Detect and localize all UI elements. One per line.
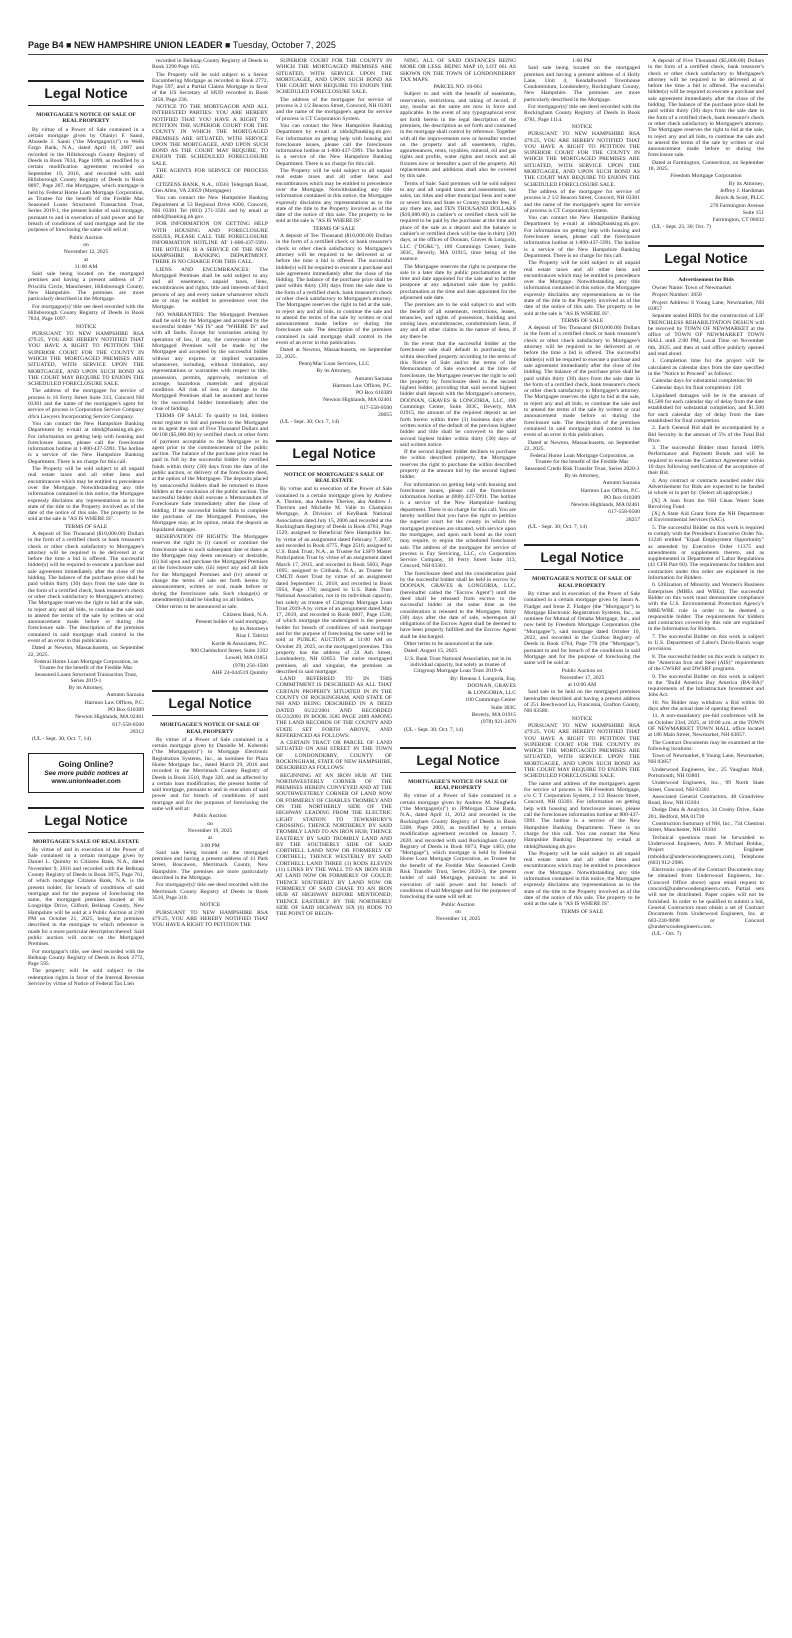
notice-title: Advertisement for Bids — [678, 276, 734, 283]
notice-line: (978) 256-1500 — [233, 662, 268, 669]
notice-paragraph: LAND REFERRED TO IN THIS COMMITMENT IS DESCRIBED AS ALL THAT CERTAIN PROPERTY SITUATED IN IN THE COUNTY OF ROCKINGHAM, AND STATE OF NH AND BEING DESCRIBED IN A DEED DATED 05/22/2001 AND RECORDED 05/23/2001 IN BOOK 3585 PAGE 2489 AMONG THE LAND RECORDS OF THE COUNTY AND STATE SET FORTH ABOVE, AND REFERENCED AS FOLLOWS: — [276, 676, 392, 739]
notice-line: on — [207, 820, 213, 827]
notice-paragraph: THE AGENTS FOR SERVICE OF PROCESS ARE: — [152, 168, 268, 181]
column-5 — [524, 58, 640, 1623]
notice-line: By its Attorney, — [316, 368, 352, 375]
notice-paragraph: The Property will be sold subject to all unpaid real estate taxes and all other liens and encumbrances which may be entitled to precedence over the Mortgage. Notwithstanding any title information contained in this notice, the Mortgagee expressly disclaims any representations as to the state of the title to the Property involved as of the date of the notice of this sale. The property to be sold at the sale is "AS IS WHERE IS". — [276, 168, 392, 225]
notice-paragraph: Dodge Data & Analytics, 34 Crosby Drive, Suite 201, Bedford, MA 01730 — [648, 807, 764, 820]
notice-line: NOTICE — [571, 715, 593, 722]
notice-line: 1:00 PM — [572, 58, 592, 64]
notice-line: & LONGORIA, LLC — [467, 690, 516, 697]
notice-paragraph: Underwood Engineers, Inc., 99 North State Street, Concord, NH 03301 — [648, 780, 764, 793]
notice-paragraph: Dated at Newton, Massachusetts, on September 22, 2025. — [524, 439, 640, 452]
notice-line: Newton Highlands, MA 02461 — [571, 502, 640, 509]
notice-line: by its Attorneys — [232, 626, 268, 633]
notice-paragraph: A deposit of Ten Thousand ($10,000.00) Dollars in the form of a certified check or bank treasurer's check or other check satisfactory to Mortgagee's attorney will be required to be delivered at or before the time a bid is offered. The successful bidder(s) will be required to execute a purchase and sale agreement immediately after the close of the bidding. The balance of the purchase price shall be paid within thirty (30) days from the sale date in the form of a certified check, bank treasurer's check or other check satisfactory to Mortgagee's attorney. The Mortgagee reserves the right to bid at the sale, to reject any and all bids, to continue the sale and to amend the terms of the sale by written or oral announcement made before or during the foreclosure sale. The description of the premises contained in said mortgage shall control in the event of an error in this publication. — [276, 233, 392, 347]
notice-paragraph: (UL - Sept. 23, 30; Oct. 7) — [652, 224, 711, 231]
notice-paragraph: For mortgagor(s)' title see deed recorded with the Merrimack County Registry of Deeds in Book 3510, Page 318. — [152, 882, 268, 901]
notice-paragraph: RESERVATION OF RIGHTS: The Mortgagee reserves the right to (i) cancel or continue the foreclosure sale to such subsequent date or dates as the Mortgagee may deem necessary or desirable, (ii) bid upon and purchase the Mortgaged Premises at the foreclosure sale, (iii) reject any and all bids for the Mortgaged Premises and (iv) amend or change the terms of sale set forth herein by announcement, written or oral, made before or during the foreclosure sale. Such change(s) or amendment(s) shall be binding on all bidders. — [152, 533, 268, 603]
notice-paragraph: The Property will be sold subject to all unpaid real estate taxes and all other liens and encumbrances which may be entitled to precedence over the Mortgage. Notwithstanding any title information contained in this notice, the Mortgagee expressly disclaims any representations as to the state of the title to the Property involved as of the date of the notice of this sale. The property to be sold at the sale is "AS IS WHERE IS". — [524, 850, 640, 908]
website-link[interactable]: www.unionleader.com — [51, 777, 121, 785]
notice-paragraph: The name and address of the mortgagee's agent for service of process is NH-Freedom Mortgage, c/o C T Corporation System, 2 1/2 Beacon Street, Concord, NH 03301. For information on getting help with housing and foreclosure issues, please call the foreclosure information hotline at 800-437-5991. The hotline is a service of the New Hampshire Banking Department. There is no charge for this call. You can contact the New Hampshire Banking Department by e-mail at nhbd@banking.nh.gov. — [524, 780, 640, 850]
notice-line: at — [83, 256, 89, 263]
notice-paragraph: The foreclosure deed and the consideration paid by the successful bidder shall be held in escrow by DOONAN, GRAVES & LONGORIA, LLC, (hereinafter called the "Escrow Agent") until the deed shall be released from escrow to the successful bidder at the same time as the consideration is released to the Mortgagee, thirty (30) days after the date of sale, whereupon all obligations of the Escrow Agent shall be deemed to have been properly fulfilled and the Escrow Agent shall be discharged. — [400, 570, 516, 640]
notice-paragraph: By virtue of a Power of Sale contained in a certain mortgage given by Danielle M. Koberski ("the Mortgagor(s)") to Mortgage Electronic Registration Systems, Inc., as nominee for Plaza Home Mortgage Inc., dated March 29, 2016 and recorded in the Merrimack County Registry of Deeds in Book 3510, Page 320, and as affected by a certain loan modification, the present holder of said mortgage, pursuant to and in execution of said power and for breach of conditions of said mortgage and for the purposes of foreclosing the same will sell at: — [152, 736, 268, 813]
notice-line: PO Box 610389 — [603, 494, 640, 501]
notice-paragraph: Project Address: 8 Young Lane, Newmarket, NH 03857 — [648, 299, 764, 312]
notice-line: 617-558-0500 — [360, 404, 392, 411]
notice-line: PARCEL NO. 10-061 — [433, 84, 483, 91]
notice-paragraph: You can contact the New Hampshire Banking Department by e-mail at nhbd@banking.nh.gov. For information on getting help with housing and foreclosure issues, please call the foreclosure information hotline at 1-800-437-5991. The hotline is a service of the New Hampshire Banking Department. There is no charge for this call. — [28, 420, 144, 465]
notice-title: MORTGAGEE'S NOTICE OF SALE OF REAL PROPERTY — [36, 112, 136, 125]
notice-line: 11:00 AM — [74, 263, 98, 270]
notice-line: Citizens Bank, N.A. — [222, 611, 268, 618]
notice-paragraph: A deposit of Ten Thousand ($10,000.00) Dollars in the form of a certified check or bank treasurer's check or other check satisfactory to Mortgagee's attorney will be required to be delivered at or before the time a bid is offered. The successful bidder(s) will be required to execute a purchase and sale agreement immediately after the close of the bidding. The balance of the purchase price shall be paid within thirty (30) days from the sale date in the form of a certified check, bank treasurer's check or other check satisfactory to Mortgagee's attorney. The Mortgagee reserves the right to bid at the sale, to reject any and all bids, to continue the sale and to amend the terms of the sale by written or oral announcement made before or during the foreclosure sale. The description of the premises contained in said mortgage shall control in the event of an error in this publication. — [28, 531, 144, 645]
notice-paragraph: 8. The successful bidder on this work is subject to the "American Iron and Steel (AIS)" requirements of the CWSRF and DWSRF programs. — [648, 653, 764, 673]
online-notices-box — [28, 753, 144, 793]
notice-paragraph: By virtue of a Power of Sale contained in a certain mortgage given by Andrew M. Ninghella ("the Mortgagor(s)") to JPMorgan Chase Bank, N.A., dated April 11, 2012 and recorded in the Rockingham County Registry of Deeds in Book 5308, Page 2003, as modified by a certain modification agreement recorded on January 7, 2020, and recorded with said Rockingham County Registry of Deeds in Book 6073, Page 1483, (the "Mortgage"), which mortgage is held by Federal Home Loan Mortgage Corporation, as Trustee for the benefit of the Freddie Mac Seasoned Credit Risk Transfer Trust, Series 2020-3, the present holder of said Mortgage, pursuant to and in execution of said power and for breach of conditions of said Mortgage and for the purposes of foreclosing the same will sell at: — [400, 793, 516, 901]
notice-paragraph: CITIZENS BANK, N.A., 10561 Telegraph Road, Glen Allen, VA 23059 (Mortgagee) — [152, 181, 268, 194]
notice-paragraph: LIENS AND ENCUMBRANCES: The Mortgaged Premises shall be sold subject to any and all easements, unpaid taxes, liens, encumbrances and rights, title and interests of third persons of any and every nature whatsoever which are or may be entitled to precedence over the Mortgage. — [152, 266, 268, 311]
notice-line: By its Attorney, — [564, 473, 600, 479]
notice-paragraph: Project Number: 3050 — [652, 292, 702, 299]
notice-paragraph: NO WARRANTIES: The Mortgaged Premises shall be sold by the Mortgagee and accepted by the successful bidder "AS IS" and "WHERE IS" and with all faults. Except for warranties arising by operation of law, if any, the conveyance of the Mortgaged Premises will be made by the Mortgagee and accepted by the successful bidder without any express or implied warranties whatsoever, including, without limitation, any representations or warranties with respect to title, possession, permits, approvals, recitation of acreage, hazardous materials and physical condition. All risk of loss or damage to the Mortgaged Premises shall be assumed and borne by the successful bidder immediately after the close of bidding. — [152, 311, 268, 413]
notice-paragraph: (UL - Sept. 30; Oct. 7, 14) — [32, 736, 91, 743]
notice-paragraph: For mortgagor(s)' title see deed recorded with the Rockingham County Registry of Deeds in Book 4781, Page 1114. — [524, 104, 640, 123]
notice-paragraph: Said sale to be held on the mortgaged premises hereinafter described and having a present address of 251 Beechwood Ln, Franconia, Grafton County, NH 03580. — [524, 689, 640, 715]
notice-paragraph: 4. Any contract or contracts awarded under this Advertisement for Bids are expected to be funded in whole or in part by: (Select all appropriate.) — [648, 477, 764, 497]
notice-paragraph: By virtue and in execution of the Power of Sale contained in a certain mortgage given by Andrew A. Therien, aka Andrew Therien, aka Andrew J. Therrien and Michelle M. Valle to Champion Mortgage, A Division of KeyBank National Association dated July 15, 2006 and recorded at the Rockingham Registry of Deeds in Book 4703, Page 1529; assigned to Beneficial New Hampshire Inc. by virtue of an assignment dated February 7, 2007, and recorded in Book 4775, Page 2516; assigned to U.S. Bank Trust, N.A., as Trustee for LSF9 Master Participation Trust by virtue of an assignment dated March 17, 2015, and recorded in Book 5603, Page 1695; assigned to Citibank, N.A., as Trustee for CMLTI Asset Trust by virtue of an assignment dated September 11, 2018, and recorded in Book 5954, Page 170; assigned to U.S. Bank Trust National Association, not in its individual capacity, but solely as trustee of Citigroup Mortgage Loan Trust 2019-A by virtue of an assignment dated May 17, 2019, and recorded in Book 6007, Page 1536; of which mortgage the undersigned is the present holder for breach of conditions of said mortgage and for the purpose of foreclosing the same will be sold at PUBLIC AUCTION at 11:00 AM on October 29, 2025, on the mortgaged premises. This property has the address of 24 Ash Street, Londonderry, NH 03053. The entire mortgaged premises, all and singular, the premises as described in said mortgage: — [276, 486, 392, 675]
notice-paragraph: Other terms to be announced at sale. — [156, 604, 238, 611]
notice-title: MORTGAGEE'S SALE OF REAL ESTATE — [32, 838, 140, 845]
header-separator: ■ — [66, 40, 74, 50]
notice-paragraph: The address of the mortgagee for service of process is 2 1/2 Beacon Street, Concord, NH 03301 and the name of the mortgagee's agent for service of process is CT Corporation System. — [276, 96, 392, 122]
notice-line: U.S. Bank Trust National Association, not in its individual capacity, but solely as trustee of Citigroup Mortgage Loan Trust 2019-A — [404, 655, 512, 675]
notice-paragraph: Electronic copies of the Contract Documents may be obtained from Underwood Engineers, Inc. (Concord Office above) upon email request to concord@underwoodengineers.com. Partial sets will not be distributed. Paper copies will not be furnished. In order to be qualified to submit a bid, General Contractors must obtain a set of Contract Documents from Underwood Engineers, Inc. at 603-230-9898 or Concord @underwoodengineers.com. — [648, 867, 764, 930]
notice-line: November 14, 2025 — [435, 916, 481, 923]
notice-line: TERMS OF SALE — [560, 908, 604, 915]
newspaper-name: NEW HAMPSHIRE UNION LEADER — [73, 40, 223, 50]
notice-paragraph: The address of the mortgagee for service of process is 16 Ferry Street Suite 313, Concord NH 03301 and the name of the mortgagee's agent for service of process is Corporation Service Company d/b/a Lawyers Incorporating Service Company. — [28, 388, 144, 420]
notice-line: TERMS OF SALE — [312, 225, 356, 232]
header-separator: ■ — [225, 40, 233, 50]
notice-paragraph: NING. ALL OF SAID DISTANCES BEING MORE OR LESS. BEING MAP 10, LOT 061 AS SHOWN ON THE TOWN OF LONDONDERRY TAX MAPS. — [400, 58, 516, 83]
notice-line: Beverly, MA 01915 — [471, 711, 516, 718]
notice-paragraph: Associated General Contractors, 48 Grandview Road, Bow, NH 03304 — [648, 793, 764, 807]
notice-paragraph: By virtue of and in execution of the Power of Sale contained in a certain mortgage given by Daniel L. Quimby to Citizens Bank, N.A., dated November 9, 2016 and recorded with the Belknap County Registry of Deeds in Book 3075, Page 761, of which mortgage Citizens Bank, N.A. is the present holder, for breach of conditions of said mortgage and for the purpose of foreclosing the same, the mortgaged premises located at 66 Longridge Drive, Gilford, Belknap County, New Hampshire will be sold at a Public Auction at 2:00 PM on October 21, 2025, being the premises described in the mortgage to which reference is made for a more particular description thereof. Said public auction will occur on the Mortgaged Premises. — [28, 846, 144, 948]
notice-line: TERMS OF SALE — [560, 317, 604, 324]
column-2 — [152, 58, 268, 1623]
notice-paragraph: [X] A loan from the NH Clean Water State Revolving Fund. — [648, 497, 764, 510]
notice-line: November 17, 2025 — [559, 674, 605, 681]
notice-line: November 12, 2025 — [63, 249, 109, 256]
notice-paragraph: Town of Newmarket, 8 Young Lane, Newmarket, NH 03857 — [648, 753, 764, 766]
notice-paragraph: Construction Summary of NH, Inc., 734 Chestnut Street, Manchester, NH 03104 — [648, 821, 764, 834]
notice-line: 900 Chelmsford Street, Suite 3102 — [190, 648, 268, 655]
notice-line: PennyMac Loan Services, LLC — [298, 360, 370, 367]
notice-line: Riaz I. Tabrizi — [236, 633, 268, 640]
notice-line: TERMS OF SALE — [64, 523, 108, 530]
notice-line: Suite 303C — [490, 704, 516, 711]
notice-paragraph: Dated at Newton, Massachusetts, on September 22, 2025. — [28, 645, 144, 658]
notice-line: NOTICE — [75, 323, 97, 330]
notice-line: 617-558-0500 — [608, 509, 640, 516]
notice-paragraph: Technical questions must be forwarded to Underwood Engineers, Attn: P. Michael Bolduc, Project Engineer (mbolduc@underwoodengineers.com), Telephone (603) 912-2986. — [648, 834, 764, 866]
notice-title: MORTGAGEE'S NOTICE OF SALE OF REAL PROPERTY — [160, 722, 260, 735]
notice-line: 270 Farmington Avenue — [710, 202, 764, 209]
notice-line: 28257 — [626, 516, 640, 523]
notice-paragraph: PURSUANT TO NEW HAMPSHIRE RSA 479:25, YOU ARE HEREBY NOTIFIED THAT YOU HAVE A RIGHT TO PETITION THE SUPERIOR COURT FOR THE COUNTY IN WHICH THE MORTGAGED PREMISES ARE SITUATED, WITH SERVICE UPON THE MORTGAGEE, AND UPON SUCH BOND AS THE COURT MAY REQUIRE TO ENJOIN THE SCHEDULED FORECLOSURE SALE. — [28, 330, 144, 388]
notice-paragraph: For mortgagor(s)' title see deed recorded with the Hillsborough County Registry of Deeds in Book 7834, Page 1097. — [28, 303, 144, 323]
notice-paragraph: The Property will be sold subject to a Senior Encumbering Mortgage as recorded in Book 2772, Page 597, and a Partial Claims Mortgage in favor of the US Secretary of HUD recorded in Book 3458, Page 236. — [152, 71, 268, 103]
notice-paragraph: Underwood Engineers, Inc., 25 Vaughan Mall, Portsmouth, NH 03801 — [648, 766, 764, 779]
legal-notice-heading: Legal Notice — [152, 690, 268, 716]
notice-line: Jeffrey J. Hardiman — [719, 187, 764, 194]
notice-paragraph: Terms of Sale: Said premises will be sold subject to any and all unpaid taxes and assessments, tax sales, tax titles and other municipal liens and water or sewer liens and State or County transfer fees, if any there are, and TEN THOUSAND DOLLARS ($10,000.00) in cashier's or certified check will be required to be paid by the purchaser at the time and place of the sale as a deposit and the balance is cashier's or certified check will be due in thirty (30) days, at the offices of Doonan, Graves & Longoria, LLC ("DG&L"), 100 Cummings Center, Suite 303C, Beverly, MA 01915, time being of the essence. — [400, 180, 516, 263]
notice-line: Autumn Sarzana — [106, 692, 144, 699]
notice-paragraph: (UL - Sept. 30; Oct. 7, 14) — [280, 419, 339, 426]
notice-line: PO Box 610389 — [355, 390, 392, 397]
notice-paragraph: Owner Name: Town of Newmarket — [652, 285, 732, 292]
notice-line: Suite 151 — [742, 209, 764, 216]
notice-line: November 19, 2025 — [187, 827, 233, 834]
notice-paragraph: BEGINNING AT AN IRON HUB AT THE NORTHWESTERLY CORNER OF THE PREMISES HEREIN CONVEYED AND AT THE SOUTHWESTERLY CORNER OF LAND NOW OR FORMERLY OF CHARLES TROMBLY AND ON THE NORTHERLY SIDE OF THE HIGHWAY LEADING FROM THE ELECTRIC LIGHT STATION TO TEWKSBURY'S CROSSING; THENCE NORTHERLY BY SAID TROMBLY LAND TO AN IRON HUB; THENCE EASTERLY BY SAID TROMBLY LAND AND BY THE SOUTHERLY SIDE OF SAID CORTHELL LAND NOW OR FORMERLY OF CORTHELL; THENCE WESTERLY BY SAID CORTHELL LAND THREE (3) RODS ELEVEN (11) LINKS BY THE WALL TO AN IRON HUB AT LAND NOW OR FORMERLY OF GOULD; THENCE SOUTHERLY BY LAND NOW OR FORMERLY OF SAID CHASE TO AN IRON HUB AT HIGHWAY BEFORE MENTIONED; THENCE EASTERLY BY THE NORTHERLY SIDE OF SAID HIGHWAY SIX (6) RODS TO THE POINT OF BEGIN- — [276, 772, 392, 918]
notice-paragraph: Dated at Farmington, Connecticut, on September 18, 2025. — [648, 159, 764, 173]
notice-paragraph: PURSUANT TO NEW HAMPSHIRE RSA 479:25, YOU ARE HEREBY NOTIFIED THAT YOU HAVE A RIGHT TO PETITION THE SUPERIOR COURT FOR THE COUNTY IN WHICH THE MORTGAGED PREMISES ARE SITUATED, WITH SERVICE UPON THE MORTGAGEE, AND UPON SUCH BOND AS THE COURT MAY REQUIRE TO ENJOIN THE SCHEDULED FORECLOSURE SALE. — [524, 722, 640, 780]
notice-paragraph: By virtue and in execution of the Power of Sale contained in a certain mortgage given by Jason A. Fladger and Irene Z. Fladger (the "Mortgagor") to Mortgage Electronic Registration Systems, Inc., as nominee for Mutual of Omaha Mortgage, Inc., and now held by Freedom Mortgage Corporation (the "Mortgagee"), said mortgage dated October 10, 2022, and recorded in the Grafton Registry of Deeds in Book 4764, Page 778 (the "Mortgage"), pursuant to and for breach of the conditions in said Mortgage and for the purpose of foreclosing the same will be sold at: — [524, 590, 640, 667]
notice-paragraph: 6. Utilization of Minority and Women's Business Enterprises (MBEs and WBEs). The successful Bidder on this work must demonstrate compliance with the U.S. Environmental Protection Agency's MBE/WBE rule in order to be deemed a responsible bidder. The requirements for bidders and contractors covered by this rule are explained in the Information for Bidders. — [648, 582, 764, 633]
notice-line: Freedom Mortgage Corporation — [670, 173, 742, 180]
notice-paragraph: A deposit of Five Thousand ($5,000.00) Dollars in the form of a certified check, bank treasurer's check or other check satisfactory to Mortgagee's attorney will be required to be delivered at or before the time a bid is offered. The successful bidder(s) will be required to execute a purchase and sale agreement immediately after the close of the bidding. The balance of the purchase price shall be paid within thirty (30) days from the sale date in the form of a certified check, bank treasurer's check or other check satisfactory to Mortgagee's attorney. The Mortgagee reserves the right to bid at the sale, to reject any and all bids, to continue the sale and to amend the terms of the sale by written or oral announcement made before or during the foreclosure sale. — [648, 58, 764, 159]
notice-paragraph: If the second highest bidder declines to purchase the within described property, the Mortgagee reserves the right to purchase the within described property at the amount bid by the second highest bidder. — [400, 449, 516, 481]
legal-notice-heading: Legal Notice — [28, 807, 144, 833]
notice-paragraph: You can contact the New Hampshire Banking Department by e-mail at nhbd@banking.nh.gov. For information on getting help with housing and foreclosure issues, please call the foreclosure information hotline at 1-800-437-5991. The hotline is a service of the New Hampshire Banking Department. There is no charge for this call. — [276, 122, 392, 167]
notice-line: Public Auction — [193, 813, 227, 820]
page-header — [28, 40, 768, 55]
notice-paragraph: TERMS OF SALE: To qualify to bid, bidders must register to bid and present to the Mortgagee or its agent the sum of Five Thousand Dollars and 00/100 ($5,000.00) by certified check or other form of payment acceptable to the Mortgagee or its agent prior to the commencement of the public auction. The balance of the purchase price must be paid in full by the successful bidder by certified funds within thirty (30) days from the date of the public auction, or delivery of the foreclosure deed, at the option of the Mortgagee. The deposits placed by unsuccessful bidders shall be returned to those bidders at the conclusion of the public auction. The successful bidder shall execute a Memorandum of Foreclosure Sale immediately after the close of bidding. If the successful bidder fails to complete the purchase of the Mortgaged Premises, the Mortgagee may, at its option, retain the deposit as liquidated damages. — [152, 413, 268, 533]
notice-paragraph: The property will be sold subject to the redemption rights in favor of the Internal Revenue Service by virtue of Notice of Federal Tax Lien — [28, 968, 144, 988]
notice-paragraph: The Property will be sold subject to all unpaid real estate taxes and all other liens and encumbrances which may be entitled to precedence over the Mortgage. Notwithstanding any title information contained in this notice, the Mortgagee expressly disclaims any representations as to the state of the title to the Property involved as of the date of the notice of this sale. The property to be sold at the sale is "AS IS WHERE IS". — [524, 260, 640, 317]
notice-line: NOTICE — [571, 123, 593, 130]
notice-line: Korde & Associates, P.C. — [211, 640, 268, 647]
notice-line: Present holder of said mortgage, — [195, 618, 268, 625]
notice-paragraph: Said sale being located on the mortgaged premises and having a present address of 41 Park Street, Boscawen, Merrimack County, New Hampshire. The premises are more particularly described in the Mortgage. — [152, 849, 268, 882]
legal-notice-heading: Legal Notice — [648, 245, 764, 271]
column-6 — [648, 58, 764, 1623]
notice-line: 100 Cummings Center — [465, 697, 516, 704]
notice-line: at — [207, 835, 213, 842]
notice-line: Public Auction on — [561, 667, 603, 674]
notice-line: By its Attorney, — [68, 685, 104, 692]
notice-paragraph: Said sale being located on the mortgaged premises and having a present address of 27 Priscilla Circle, Manchester, Hillsborough County, New Hampshire. The premises are more particularly described in the Mortgage. — [28, 271, 144, 303]
notice-title: MORTGAGEE'S NOTICE OF SALE OF REAL PROPERTY — [408, 778, 508, 792]
legal-columns — [28, 58, 768, 1623]
legal-notice-heading: Legal Notice — [28, 80, 144, 106]
notice-line: 28055 — [378, 412, 392, 419]
notice-line: Federal Home Loan Mortgage Corporation, as Trustee for the benefit of the Freddie Mac Seasoned Credit Risk Transfer Trust, Series 2020-3 — [524, 453, 640, 472]
notice-line: Harmon Law Offices, P.C. — [580, 487, 640, 494]
notice-paragraph: recorded in Belknap County Registry of Deeds in Book 3290 Page 165. — [152, 58, 268, 71]
legal-notice-heading: Legal Notice — [524, 544, 640, 570]
notice-paragraph: A CERTAIN TRACT OR PARCEL OF LAND SITUATED ON ASH STREET IN THE TOWN OF LONDONDERRY, COUNTY OF ROCKINGHAM, STATE OF NEW HAMPSHIRE, DESCRIBED AS FOLLOWS: — [276, 740, 392, 772]
notice-line: NOTICE — [199, 902, 221, 909]
notice-paragraph: PURSUANT TO NEW HAMPSHIRE RSA 479:25, YOU ARE HEREBY NOTIFIED THAT YOU HAVE A RIGHT TO PETITION THE — [152, 909, 268, 929]
column-3 — [276, 58, 392, 1623]
legal-notice-heading: Legal Notice — [276, 440, 392, 466]
notice-paragraph: (UL - Oct. 7) — [652, 931, 682, 938]
notice-paragraph: You can contact the New Hampshire Banking Department by e-mail at nhbd@banking.nh.gov. For information on getting help with housing and foreclosure issues, please call the foreclosure information hotline at 1-800-437-5991. The hotline is a service of the New Hampshire Banking Department. There is no charge for this call. — [524, 215, 640, 259]
notice-line: 3:00 PM — [200, 842, 220, 849]
notice-line: DOONAN, GRAVES — [467, 682, 516, 689]
notice-paragraph: Calendar days for final completion: 120 — [652, 385, 742, 392]
notice-line: 617-558-0500 — [112, 721, 144, 728]
notice-line: Newton Highlands, MA 02461 — [75, 714, 144, 721]
notice-paragraph: The Property will be sold subject to all unpaid real estate taxes and all other liens and encumbrances which may be entitled to precedence over the Mortgage. Notwithstanding any title information contained in this notice, the Mortgagee expressly disclaims any representations as to the state of the title to the Property involved as of the date of the notice of this sale. The property to be sold at the sale is "AS IS WHERE IS". — [28, 466, 144, 523]
notice-line: (978) 921-2670 — [481, 719, 516, 726]
notice-paragraph: [X] A State Aid Grant from the NH Department of Environmental Services (SAG). — [648, 511, 764, 524]
notice-line: Farmington, CT 06032 — [712, 217, 764, 224]
notice-paragraph: The premises are to be sold subject to and with the benefit of all easements, restrictions, leases, tenancies, and rights of possession, building and zoning laws, encumbrances, condominium liens, if any and all other claims in the nature of liens, if any there be. — [400, 302, 516, 340]
notice-paragraph: The Mortgagee reserves the right to postpone the sale to a later date by public proclamation at the time and date appointed for the sale and to further postpone at any adjourned sale date by public proclamation at the time and date appointed for the adjourned sale date. — [400, 263, 516, 301]
notice-paragraph: A deposit of Ten Thousand ($10,000.00) Dollars in the form of a certified check or bank treasurer's check or other check satisfactory to Mortgagee's attorney will be required to be delivered at or before the time a bid is offered. The successful bidder(s) will be required to execute a purchase and sale agreement immediately after the close of the bidding. The balance of the purchase price shall be paid within thirty (30) days from the sale date in the form of a certified check, bank treasurer's check or other check satisfactory to Mortgagee's attorney. The Mortgagee reserves the right to bid at the sale, to reject any and all bids, to continue the sale and to amend the terms of the sale by written or oral announcement made before or during the foreclosure sale. The description of the premises contained in said mortgage shall control in the event of an error in this publication. — [524, 325, 640, 439]
notice-line: By its Attorney, — [728, 180, 764, 187]
notice-paragraph: The address of the mortgagee for service of process is 2 1/2 Beacon Street, Concord, NH 03301 and the name of the mortgagee's agent for service of process is CT Corporation System. — [524, 188, 640, 214]
notice-line: Autumn Sarzana — [354, 375, 392, 382]
notice-line: on — [455, 908, 461, 915]
notice-paragraph: 5. The successful Bidder on this work is required to comply with the President's Executive Order No. 11246 entitled "Equal Employment Opportunity" as amended by Executive Order 11375 and amendments or supplements thereto, and as supplemented in Department of Labor Regulations (41 CFR Part 60). The requirements for bidders and contractors under this order are explained in the Information for Bidders. — [648, 524, 764, 582]
notice-paragraph: PURSUANT TO NEW HAMPSHIRE RSA 479:25, YOU ARE HEREBY NOTIFIED THAT YOU HAVE A RIGHT TO PETITION THE SUPERIOR COURT FOR THE COUNTY IN WHICH THE MORTGAGED PREMISES ARE SITUATED, WITH SERVICE UPON THE MORTGAGEE, AND UPON SUCH BOND AS THE COURT MAY REQUIRE TO ENJOIN THE SCHEDULED FORECLOSURE SALE. — [524, 131, 640, 188]
notice-paragraph: Separate sealed BIDS for the construction of LIF TRENCHLESS REHABILITATION DESIGN will be received by TOWN OF NEWMARKET at the office of TOWN OF NEWMARKET TOWN HALL until 2:00 PM, Local Time on November 6th, 2025, and then at said office publicly opened and read aloud. — [648, 313, 764, 357]
notice-paragraph: You can contact the New Hampshire Banking Department at 53 Regional Drive #200, Concord, NH 03301 Tel (603) 271-3561 and by email at nhbd@banking.nh.gov. — [152, 195, 268, 221]
notice-paragraph: FOR INFORMATION ON GETTING HELP WITH HOUSING AND FORECLOSURE ISSUES, PLEASE CALL THE FORECLOSURE INFORMATION HOTLINE AT 1-800-437-5991. THE HOTLINE IS A SERVICE OF THE NEW HAMPSHIRE BANKING DEPARTMENT. THERE IS NO CHARGE FOR THIS CALL. — [152, 221, 268, 266]
notice-paragraph: 11. A non-mandatory pre-bid conference will be on October 23rd, 2025, at 10:00 a.m. at the TOWN OF NEWMARKET TOWN HALL office located at 186 Main Street, Newmarket, NH 03857. — [648, 713, 764, 739]
notice-paragraph: NOTICE TO THE MORTGAGOR AND ALL INTERESTED PARTIES: YOU ARE HEREBY NOTIFIED THAT YOU HAVE A RIGHT TO PETITION THE SUPERIOR COURT FOR THE COUNTY IN WHICH THE MORTGAGED PREMISES ARE SITUATED, WITH SERVICE UPON THE MORTGAGEE, AND UPON SUCH BOND AS THE COURT MAY REQUIRE, TO ENJOIN THE SCHEDULED FORECLOSURE SALE. — [152, 104, 268, 167]
notice-line: Harmon Law Offices, P.C. — [332, 382, 392, 389]
notice-line: Public Auction — [441, 901, 475, 908]
notice-paragraph: 10. No Bidder may withdraw a Bid within 60 days after the actual date of opening thereof. — [648, 699, 764, 713]
notice-line: By: Reneau J. Longoria, Esq. — [450, 675, 516, 682]
notice-line: Autumn Sarzana — [602, 480, 640, 487]
notice-paragraph: Liquidated damages will be in the amount of $1,500 for each calendar day of delay from the date established for substantial completion, and $1,500 for each calendar day of delay from the date established for final completion. — [648, 392, 764, 424]
page-number: Page B4 — [28, 40, 64, 50]
box-text: See more public notices at — [44, 769, 128, 777]
notice-paragraph: (UL - Sept. 30; Oct. 7, 14) — [528, 524, 587, 531]
notice-paragraph: Dated: August 15, 2025 — [404, 648, 458, 655]
notice-line: Federal Home Loan Mortgage Corporation, as Trustee for the benefit of the Freddie Mac Seasoned Loans Structured Transaction Trust, Series 2019-1 — [34, 658, 138, 684]
notice-paragraph: For information on getting help with housing and foreclosure issues, please call the foreclosure information hotline at (800) 437-5991. The hotline is a service of the New Hampshire banking department. There is no charge for this call. You are hereby notified that you have the right to petition the superior court for the county in which the mortgaged premises are situated, with service upon the mortgagee, and upon such bond as the court may require, to enjoin the scheduled foreclosure sale. The address of the mortgagee for service of process is Fay Servicing, LLC, c/o Corporation Service Company, 10 Ferry Street Suite 313, Concord, NH 03301. — [400, 481, 516, 570]
notice-paragraph: 9. The successful Bidder on this work is subject to the "Build America Buy America (BA-BA)" requirements of the Infrastructure Investment and Jobs Act. — [648, 673, 764, 699]
notice-line: Brock & Scott, PLLC — [715, 195, 764, 202]
notice-paragraph: Other terms to be announced at the sale. — [404, 641, 494, 648]
notice-line: 28312 — [130, 728, 144, 735]
issue-date: Tuesday, October 7, 2025 — [232, 40, 336, 50]
notice-paragraph: By virtue of a Power of Sale contained in a certain mortgage given by Olaniyi F. Sanni, Abosede J. Sanni ("the Mortgagor(s)") to Wells Fargo Bank, N.A., dated April 10, 2007 and recorded in the Hillsborough County Registry of Deeds in Book 7834, Page 1099, as modified by a certain modification agreement recorded on September 19, 2016, and recorded with said Hillsborough County Registry of Deeds in Book 8897, Page 267, the Mortgagee, which mortgage is held by Federal Home Loan Mortgage Corporation, as Trustee for the benefit of the Freddie Mac Seasoned Loans Structured Transaction Trust, Series 2019-1, the present holder of said mortgage, pursuant to and in execution of said power and for breach of conditions of said mortgage and for the purposes of foreclosing the same will sell at: — [28, 126, 144, 234]
notice-line: Lowell, MA 01851 — [225, 655, 268, 662]
notice-paragraph: Calendar days for substantial completion: 90 — [652, 378, 753, 385]
notice-paragraph: 3. The successful Bidder must furnish 100% Performance and Payment Bonds and will be required to execute the Contract Agreement within 10 days following notification of the acceptance of their Bid. — [648, 445, 764, 477]
notice-paragraph: SUPERIOR COURT FOR THE COUNTY IN WHICH THE MORTGAGED PREMISES ARE SITUATED, WITH SERVICE UPON THE MORTGAGEE, AND UPON SUCH BOND AS THE COURT MAY REQUIRE TO ENJOIN THE SCHEDULED FORECLOSURE SALE. — [276, 58, 392, 96]
notice-title: MORTGAGEE'S NOTICE OF SALE OF REAL PROPERTY — [532, 576, 632, 589]
notice-line: at 10:00 AM — [567, 682, 597, 689]
column-4 — [400, 58, 516, 1623]
notice-paragraph: 1. Completion time for the project will be calculated as calendar days from the date specified in the "Notice to Proceed" as follows: — [648, 358, 764, 377]
notice-line: PO Box 610389 — [107, 707, 144, 714]
box-text: Going Online? — [58, 759, 114, 769]
legal-notice-heading: Legal Notice — [400, 747, 516, 773]
notice-line: on — [83, 241, 89, 248]
notice-paragraph: In the event that the successful bidder at the foreclosure sale shall default in purchasing the within described property according to the terms of this Notice of Sale and/or the terms of the Memorandum of Sale executed at the time of foreclosure, the Mortgagee reserves the right to sell the property by foreclosure deed to the second highest bidder, providing that said second highest bidder shall deposit with the Mortgagee's attorneys, DOONAN, GRAVES & LONGORIA, LLC, 100 Cummings Center, Suite 303C, Beverly, MA 01915, the amount of the required deposit as set forth herein within three (3) business days after written notice of the default of the previous highest bidder and title shall be conveyed to the said second highest bidder within thirty (30) days of said written notice. — [400, 341, 516, 448]
notice-paragraph: Dated at Newton, Massachusetts, on September 22, 2025. — [276, 347, 392, 360]
notice-line: AHF 24-044519 Quimby — [211, 669, 268, 676]
notice-line: Newton Highlands, MA 02461 — [323, 397, 392, 404]
column-1 — [28, 58, 144, 1623]
notice-paragraph: For mortgagor's title, see deed recorded with the Belknap County Registry of Deeds in Book 2772, Page 595. — [28, 948, 144, 968]
notice-paragraph: Subject to and with the benefit of easements, reservation, restrictions, and taking of record, if any, insofar as the same are now in force and applicable. In the event of any typographical error set forth herein in the legal description of the premises, the description as set forth and contained in the mortgage shall control by reference. Together with all the improvements now or hereafter erected on the property and all easements, rights, appurtenances, rents, royalties, mineral, oil and gas rights and profits, water rights and stock and all fixtures now or hereafter a part of the property. All replacements and additions shall also be covered by this sale. — [400, 91, 516, 180]
notice-line: Harmon Law Offices, P.C. — [84, 699, 144, 706]
notice-paragraph: 2. Each General Bid shall be accompanied by a Bid Security in the amount of 5% of the Total Bid Price. — [648, 425, 764, 444]
notice-paragraph: 7. The successful Bidder on this work is subject to U.S. Department of Labor's Davis-Bacon wage provisions. — [648, 633, 764, 653]
notice-line: Public Auction — [69, 234, 103, 241]
notice-paragraph: Said sale being located on the mortgaged premises and having a present address of 4 Holly Lane, Unit 4, Kendallwood Townhouse Condominium, Londonderry, Rockingham County, New Hampshire. The premises are more particularly described in the Mortgage. — [524, 65, 640, 103]
notice-paragraph: (UL - Sept. 30; Oct. 7, 14) — [404, 726, 463, 733]
notice-paragraph: The Contract Documents may be examined at the following locations: — [648, 739, 764, 752]
notice-title: NOTICE OF MORTGAGEE'S SALE OF REAL ESTATE — [284, 471, 384, 484]
